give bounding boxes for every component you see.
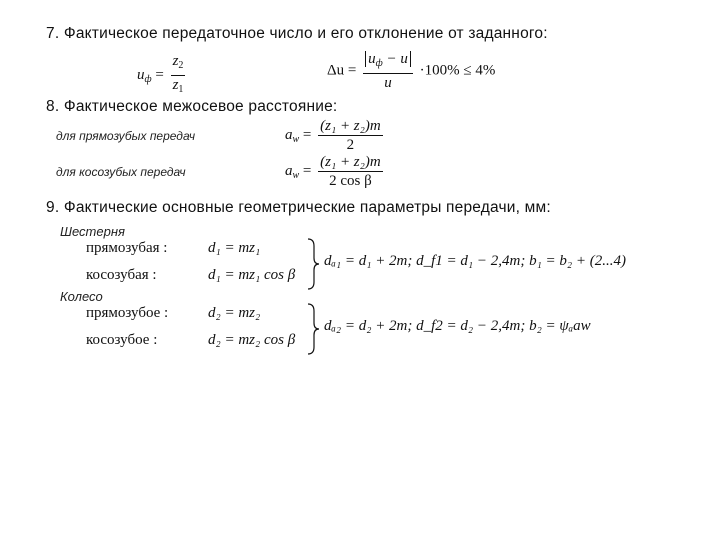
wheel-spur-formula	[208, 305, 260, 322]
pinion-spur-label: прямозубая :	[86, 240, 168, 256]
pinion-label: Шестерня	[60, 224, 125, 239]
deviation-formula	[327, 50, 495, 92]
equals-sign: =	[302, 126, 312, 143]
section-7-heading: 7. Фактическое передаточное число и его отклонение от заданного:	[46, 25, 548, 42]
u-phi-symbol: u	[368, 51, 376, 67]
helical-center-distance-formula	[285, 153, 386, 190]
absolute-value	[365, 51, 411, 67]
section-8-heading: 8. Фактическое межосевое расстояние:	[46, 98, 338, 115]
wheel-helical-label: косозубое :	[86, 332, 158, 348]
spur-numerator: (z₁ + z₂)m	[320, 118, 381, 134]
deviation-numerator	[363, 50, 413, 74]
spur-denominator: 2	[346, 137, 355, 153]
wheel-label: Колесо	[60, 289, 103, 304]
a-symbol: a	[285, 126, 293, 143]
gear-ratio-formula	[137, 52, 188, 99]
z-ratio-denominator	[171, 76, 186, 99]
pinion-helical-label: косозубая :	[86, 267, 157, 283]
helical-fraction	[318, 153, 383, 190]
pinion-helical-formula-text: d₁ = mz₁ cos β	[208, 267, 296, 283]
deviation-fraction	[363, 50, 413, 92]
z2-symbol: z	[172, 53, 179, 69]
spur-fraction	[318, 117, 383, 154]
wheel-helical-formula-text: d₂ = mz₂ cos β	[208, 332, 296, 348]
spur-gear-note: для прямозубых передач	[56, 129, 196, 143]
a-subscript: w	[292, 133, 300, 145]
equals-sign: =	[302, 162, 312, 179]
wheel-brace	[304, 303, 322, 355]
pinion-common-formulas	[324, 253, 626, 270]
wheel-spur-formula-text: d₂ = mz₂	[208, 305, 261, 321]
deviation-denominator	[382, 74, 394, 92]
u-subscript: ф	[144, 73, 152, 85]
a-symbol: a	[285, 162, 293, 179]
wheel-helical-formula	[208, 332, 295, 349]
delta-u-lhs: Δu =	[327, 62, 357, 79]
section-9-heading: 9. Фактические основные геометрические параметры передачи, мм:	[46, 199, 551, 216]
z-ratio-numerator	[171, 52, 186, 76]
spur-center-distance-formula	[285, 117, 386, 154]
minus-u: − u	[382, 51, 408, 67]
equals-sign: =	[155, 66, 164, 83]
a-subscript: w	[292, 169, 300, 181]
helical-numerator: (z₁ + z₂)m	[320, 154, 381, 170]
percent-limit: ·100% ≤ 4%	[419, 62, 496, 79]
pinion-common-text: dₐ₁ = d₁ + 2m; d_f1 = d₁ − 2,4m; b₁ = b₂ + (2...4)	[324, 253, 627, 269]
pinion-spur-formula-text: d₁ = mz₁	[208, 240, 261, 256]
pinion-spur-formula	[208, 240, 260, 257]
pinion-helical-formula	[208, 267, 295, 284]
z1-subscript: 1	[178, 84, 184, 95]
helical-denominator: 2 cos β	[329, 173, 372, 189]
wheel-common-text: dₐ₂ = d₂ + 2m; d_f2 = d₂ − 2,4m; b₂ = ψₐaw	[324, 318, 591, 334]
u-phi-subscript: ф	[375, 58, 383, 69]
z2-subscript: 2	[178, 60, 184, 71]
pinion-brace	[304, 238, 322, 290]
z-ratio-fraction	[171, 52, 186, 99]
z1-symbol: z	[172, 77, 179, 93]
helical-gear-note: для косозубых передач	[56, 165, 186, 179]
u-symbol: u	[137, 66, 145, 83]
wheel-spur-label: прямозубое :	[86, 305, 169, 321]
u-denominator: u	[384, 75, 392, 91]
wheel-common-formulas	[324, 318, 591, 335]
